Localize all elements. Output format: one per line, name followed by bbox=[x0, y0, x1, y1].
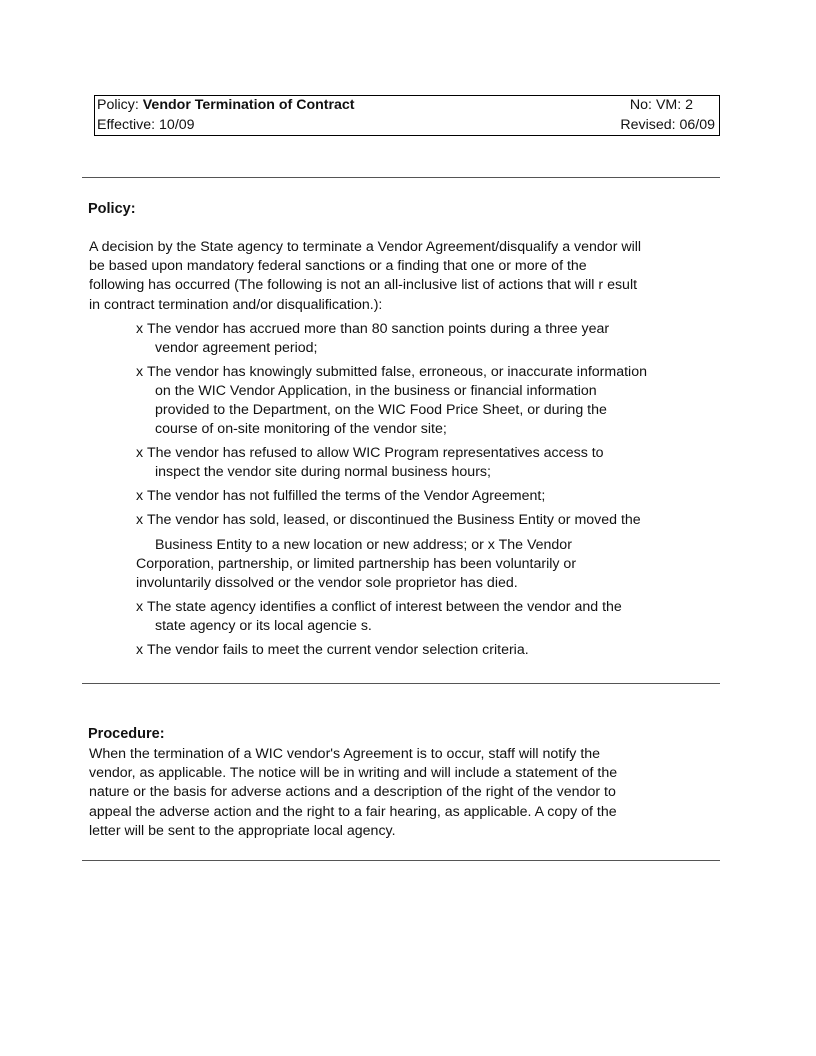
termination-criteria-list bbox=[136, 320, 726, 665]
bullet-marker: x bbox=[136, 321, 144, 337]
divider-middle bbox=[82, 683, 720, 684]
effective-date: Effective: 10/09 bbox=[97, 117, 195, 133]
procedure-line: vendor, as applicable. The notice will be in writing and will include a statement of the bbox=[89, 765, 618, 782]
header-row-dates bbox=[97, 116, 715, 135]
divider-bottom bbox=[82, 860, 720, 861]
policy-label: Policy: bbox=[97, 97, 139, 113]
bullet-marker: x bbox=[136, 642, 144, 658]
list-item: x The state agency identifies a conflict of interest between the vendor and the state agency or its local agencie s. bbox=[136, 599, 622, 634]
revised-date: Revised: 06/09 bbox=[620, 117, 715, 133]
policy-intro-line: be based upon mandatory federal sanctions or a finding that one or more of the bbox=[89, 258, 587, 275]
procedure-text bbox=[89, 745, 714, 841]
policy-number: No: VM: 2 bbox=[629, 97, 693, 113]
bullet-marker: x bbox=[136, 364, 144, 380]
procedure-line: nature or the basis for adverse actions and a description of the right of the vendor to bbox=[89, 784, 616, 801]
list-item: x The vendor has accrued more than 80 sanction points during a three year vendor agreement period; bbox=[136, 321, 610, 356]
procedure-heading: Procedure: bbox=[88, 726, 165, 742]
policy-intro-line: in contract termination and/or disqualification.): bbox=[89, 296, 383, 313]
procedure-line: letter will be sent to the appropriate local agency. bbox=[89, 822, 396, 839]
policy-intro bbox=[89, 238, 714, 315]
policy-intro-line: following has occurred (The following is not an all-inclusive list of actions that will r esult bbox=[89, 277, 638, 294]
list-item: x The vendor has not fulfilled the terms of the Vendor Agreement; bbox=[136, 488, 546, 504]
policy-header-box bbox=[94, 95, 720, 136]
procedure-line: When the termination of a WIC vendor's Agreement is to occur, staff will notify the bbox=[89, 746, 601, 762]
header-row-title bbox=[97, 96, 715, 115]
bullet-marker: x bbox=[136, 599, 144, 615]
list-item: x The vendor has sold, leased, or discontinued the Business Entity or moved the Business Entity to a new location or new address; or x The Vendor Corporation, partnership, or limited partnership has been voluntarily or involuntarily dissolved or the vendor sole proprietor has died. bbox=[136, 512, 641, 591]
policy-intro-line: A decision by the State agency to terminate a Vendor Agreement/disqualify a vendor will bbox=[89, 239, 642, 255]
policy-heading: Policy: bbox=[88, 201, 136, 217]
policy-title: Vendor Termination of Contract bbox=[142, 97, 355, 113]
bullet-marker: x bbox=[136, 488, 144, 504]
list-item: x The vendor has refused to allow WIC Program representatives access to inspect the vendor site during normal business hours; bbox=[136, 445, 604, 480]
divider-top bbox=[82, 177, 720, 178]
bullet-marker: x bbox=[136, 445, 144, 461]
list-item: x The vendor fails to meet the current vendor selection criteria. bbox=[136, 642, 529, 658]
procedure-line: appeal the adverse action and the right to a fair hearing, as applicable. A copy of the bbox=[89, 803, 617, 820]
bullet-marker: x bbox=[136, 512, 144, 528]
list-item: x The vendor has knowingly submitted false, erroneous, or inaccurate information on the WIC Vendor Application, in the business or financial information provided to the Department, on the WIC Food Price Sheet, or during the course of on-site monitoring of the vendor site; bbox=[136, 364, 647, 437]
